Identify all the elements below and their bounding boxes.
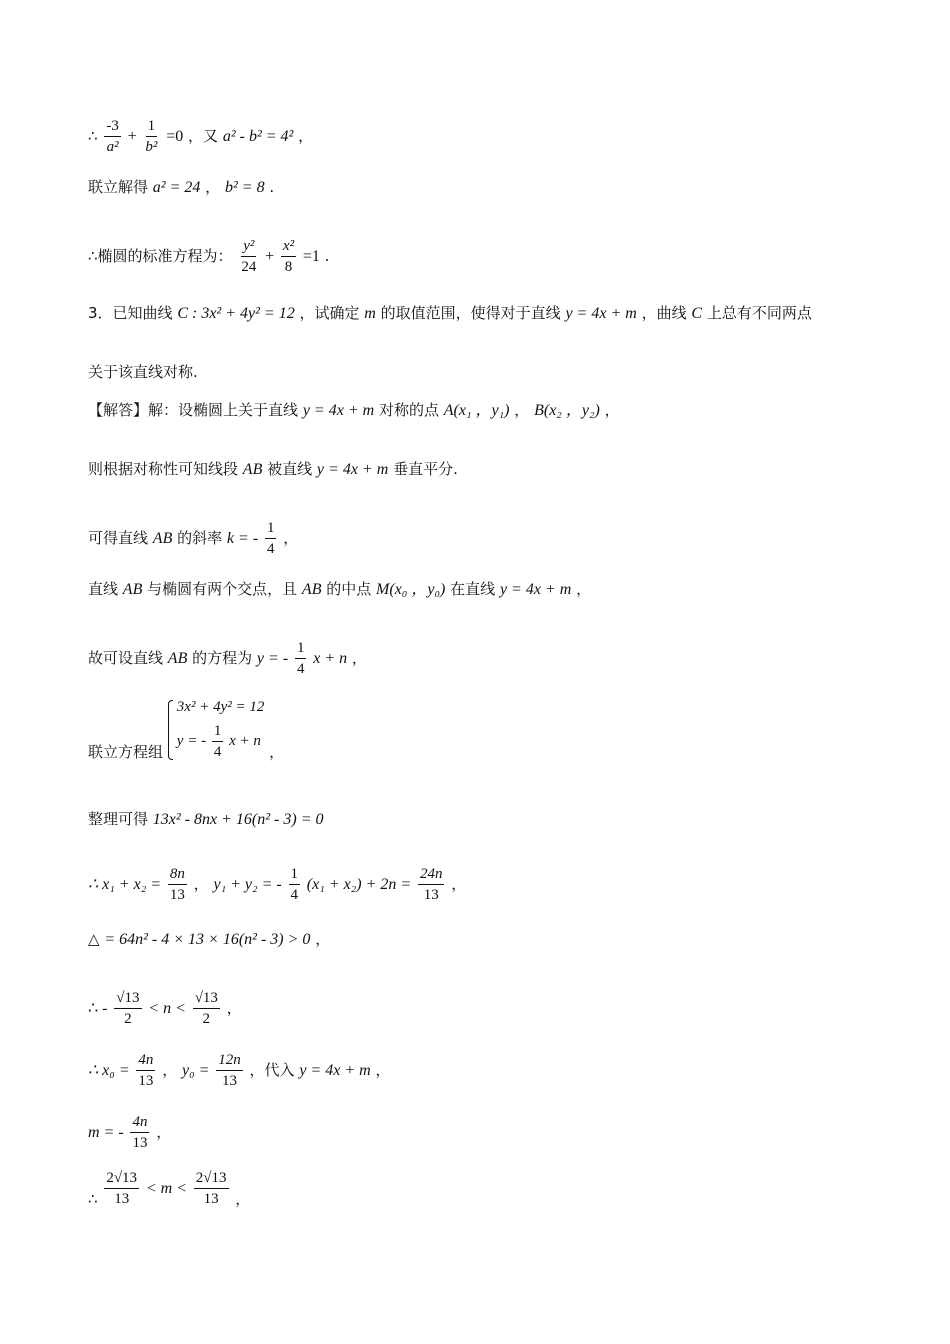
math-expression: b² = 8 (224, 179, 265, 196)
math-expression: = 64n² - 4 × 13 × 16(n² - 3) > 0 (104, 931, 311, 948)
line-m-value: m = - $\frac{4n}{13}$ ， (88, 1114, 172, 1151)
fraction: $\frac{4n}{13}$ (138, 1052, 154, 1089)
line-quadratic: 整理可得 13x² - 8nx + 16(n² - 3) = 0 (88, 810, 324, 828)
line-perpendicular-bisector: 则根据对称性可知线段 AB 被直线 y = 4x + m 垂直平分. (88, 460, 458, 478)
math-expression: C : 3x² + 4y² = 12 (177, 305, 295, 322)
line-n-range: ∴ - $\frac{√13}{2}$ < n < $\frac{√13}{2}$ ， (88, 990, 242, 1027)
line-ellipse-equation: ∴椭圆的标准方程为： $\frac{\text{y²}}{24}$ + $\frac{\text{x²}}{8}$ =1 . (88, 238, 330, 275)
equation-system: 3x² + 4y² = 12 y = - $\frac{1}{4}$ x + n (168, 700, 265, 760)
answer-label: 【解答】 (88, 401, 149, 419)
fraction: $\frac{8n}{13}$ (169, 866, 185, 903)
fraction: $\frac{\text{x²}}{8}$ (282, 238, 295, 275)
math-expression: a² = 24 (152, 179, 201, 196)
math-expression: B(x₂ ，y₂) (534, 402, 600, 419)
math-expression: A(x₁ ，y₁) (443, 402, 510, 419)
therefore-symbol: ∴ (88, 127, 98, 145)
fraction: $\frac{2√13}{13}$ (106, 1170, 138, 1207)
fraction: $\frac{1}{\text{b²}}$ (145, 118, 158, 155)
question-3-statement: 3．已知曲线 C : 3x² + 4y² = 12 ，试确定 m 的取值范围，使得对于直线 y = 4x + m ，曲线 C 上总有不同两点 (88, 304, 812, 322)
fraction: $\frac{√13}{2}$ (116, 990, 140, 1027)
math-expression: y = 4x + m (499, 581, 572, 598)
math-expression: y = 4x + m (316, 461, 389, 478)
line-midpoint-coords: ∴ x₀ = $\frac{4n}{13}$ ， y₀ = $\frac{12n}{13}$ ，代入 y = 4x + m ， (88, 1052, 391, 1089)
fraction: $\frac{4n}{13}$ (132, 1114, 148, 1151)
line-equation-system: 联立方程组 3x² + 4y² = 12 y = - $\frac{1}{4}$ x + n ， (88, 699, 285, 761)
math-expression: 13x² - 8nx + 16(n² - 3) = 0 (152, 811, 324, 828)
line-solve-result: 联立解得 a² = 24 ， b² = 8 . (88, 178, 275, 196)
line-ellipse-condition: ∴ $\frac{-3}{\text{a²}}$ + $\frac{1}{\text{b²}}$ =0 ，又 a² - b² = 4² ， (88, 118, 314, 155)
math-expression: a² - b² = 4² (222, 128, 294, 145)
fraction: $\frac{1}{4}$ (213, 723, 222, 760)
line-m-range: ∴ $\frac{2√13}{13}$ < m < $\frac{2√13}{13}$ ， (88, 1170, 251, 1208)
answer-intro: 【解答】解：设椭圆上关于直线 y = 4x + m 对称的点 A(x₁ ，y₁) ， B(x₂ ，y₂) ， (88, 401, 620, 419)
math-expression: M(x₀ ，y₀) (376, 581, 446, 598)
fraction: $\frac{2√13}{13}$ (195, 1170, 227, 1207)
fraction: $\frac{1}{4}$ (296, 640, 305, 677)
math-expression: y = 4x + m (302, 402, 375, 419)
fraction: $\frac{12n}{13}$ (218, 1052, 241, 1089)
line-midpoint: 直线 AB 与椭圆有两个交点，且 AB 的中点 M(x₀ ，y₀) 在直线 y = 4x + m ， (88, 580, 592, 598)
left-brace (168, 700, 173, 760)
fraction: $\frac{√13}{2}$ (194, 990, 218, 1027)
question-3-continuation: 关于该直线对称. (88, 363, 198, 381)
fraction: $\frac{1}{4}$ (290, 866, 298, 903)
math-expression: y = 4x + m (565, 305, 637, 322)
line-vieta: ∴ x₁ + x₂ = $\frac{8n}{13}$ ， y₁ + y₂ = - $\frac{1}{4}$ (x₁ + x₂) + 2n = $\frac{24n}{13}$ ， (88, 866, 467, 903)
line-discriminant: △ = 64n² - 4 × 13 × 16(n² - 3) > 0 ， (88, 930, 331, 948)
fraction: $\frac{-3}{\text{a²}}$ (106, 118, 119, 155)
fraction: $\frac{\text{y²}}{24}$ (241, 238, 257, 275)
line-ab-equation: 故可设直线 AB 的方程为 y = - $\frac{1}{4}$ x + n ， (88, 640, 367, 677)
math-expression: y = 4x + m (299, 1062, 371, 1079)
fraction: $\frac{1}{4}$ (266, 520, 275, 557)
line-slope: 可得直线 AB 的斜率 k = - $\frac{1}{4}$ ， (88, 520, 299, 557)
fraction: $\frac{24n}{13}$ (419, 866, 443, 903)
triangle-symbol: △ (88, 930, 100, 948)
